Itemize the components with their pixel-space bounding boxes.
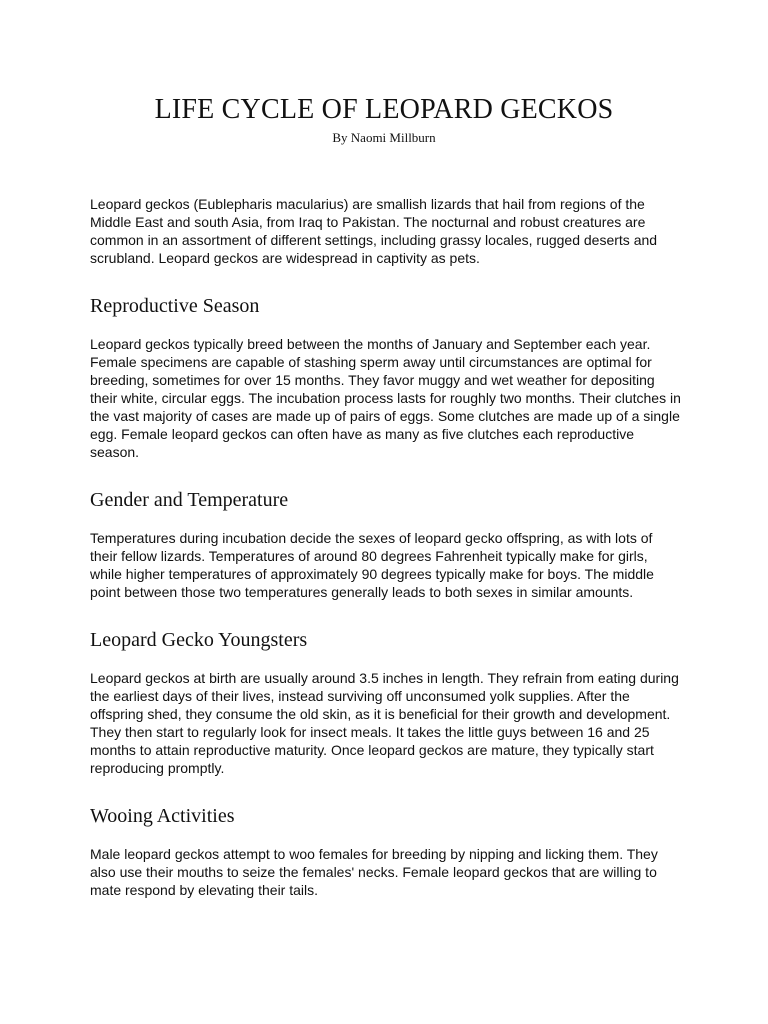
section-heading-reproductive-season: Reproductive Season <box>90 295 260 317</box>
section-body-youngsters: Leopard geckos at birth are usually around 3.5 inches in length. They refrain from eating during the earliest days of their lives, instead surviving off unconsumed yolk supplies. After the offspring shed, they consume the old skin, as it is beneficial for their growth and development. They then start to regularly look for insect meals. It takes the little guys between 16 and 25 months to attain reproductive maturity. Once leopard geckos are mature, they typically start reproducing promptly. <box>90 670 679 776</box>
section-body-wooing-activities: Male leopard geckos attempt to woo females for breeding by nipping and licking them. They also use their mouths to seize the females' necks. Female leopard geckos that are willing to mate respond by elevating their tails. <box>90 846 658 898</box>
section-heading-youngsters: Leopard Gecko Youngsters <box>90 629 308 651</box>
section-heading-wooing-activities: Wooing Activities <box>90 805 235 827</box>
intro-paragraph: Leopard geckos (Eublepharis macularius) are smallish lizards that hail from regions of the Middle East and south Asia, from Iraq to Pakistan. The nocturnal and robust creatures are common in an assortment of different settings, including grassy locales, rugged deserts and scrubland. Leopard geckos are widespread in captivity as pets. <box>90 196 658 266</box>
document-body <box>90 195 682 899</box>
section-body-gender-temperature: Temperatures during incubation decide the sexes of leopard gecko offspring, as with lots of their fellow lizards. Temperatures of around 80 degrees Fahrenheit typically make for girls, while higher temperatures of approximately 90 degrees typically make for boys. The middle point between those two temperatures generally leads to both sexes in similar amounts. <box>90 530 654 600</box>
section-heading-gender-temperature: Gender and Temperature <box>90 489 289 511</box>
document-title: LIFE CYCLE OF LEOPARD GECKOS <box>154 94 614 125</box>
author-byline: By Naomi Millburn <box>332 130 436 145</box>
section-body-reproductive-season: Leopard geckos typically breed between the months of January and September each year. Female specimens are capable of stashing sperm away until circumstances are optimal for breeding, sometimes for over 15 months. They favor muggy and wet weather for depositing their white, circular eggs. The incubation process lasts for roughly two months. Their clutches in the vast majority of cases are made up of pairs of eggs. Some clutches are made up of a single egg. Female leopard geckos can often have as many as five clutches each reproductive season. <box>90 336 681 460</box>
